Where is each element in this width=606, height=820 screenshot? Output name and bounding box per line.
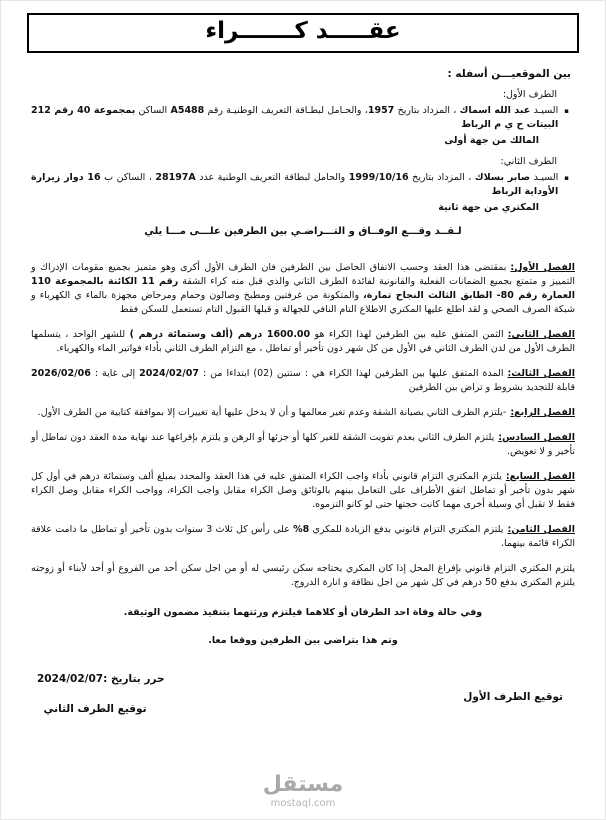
signature-block (37, 672, 563, 716)
signature-col-right (463, 672, 563, 716)
intro-line: بين الموقعيـــن أسفله : (447, 68, 571, 80)
section-4-label: الفصل الرابع: (510, 407, 575, 418)
section-1-text: بمقتضى هذا العقد وحسب الاتفاق الحاصل بين الطرفين فان الطرف الأول أكرى وهو متميز بجميع مقومات الإدراك و التمييز و متمتع بجميع الضمانات الفعلية والقانونية لفائدة الطرف الثاني والذي قبل منه كراء الشقة رقم 11 الكائنة بالمجموعة 110 العمارة رقم 80- الطابق الثالث النجاح تمارة، والمتكونة من غرفتين ومطبخ وصالون وحمام ومرحاض مجهزة بالماء ي الكهرباء و شبكة الصرف الصحي و لقد اطلع عليها المكتري الاطلاع التام النافي للجهالة و قبلها القبول التام تستعمل للسكن فقط (31, 262, 575, 315)
bullet-icon: ▪ (564, 174, 569, 182)
section-7-label: الفصل السابع: (505, 471, 575, 482)
section-6-text: يلتزم الطرف الثاني بعدم تفويت الشقة للغير كلها أو جزئها أو الرهن و يلتزم بإفراغها عند نهاية مدة العقد دون تماطل أو تأخير و لا تعويض. (31, 432, 575, 457)
party2-role: المكتري من جهة ثانية (438, 202, 539, 213)
section-8-text: يلتزم المكتري التزام قانوني بدفع الزيادة للمكري 8% على رأس كل ثلاث 3 سنوات بدون تأخير أو تماطل ما دامت علاقة الكراء قائمة بينهما. (31, 524, 575, 549)
section-8-continued (31, 562, 575, 590)
mostaql-logo: مستقل (262, 772, 344, 797)
section-3-text: المدة المتفق عليها بين الطرفين لهذا الكراء هي : ستتين (02) ابتداءا من : 2024/02/07 إلى غاية : 2026/02/06 قابلة للتجديد بشروط و تراض بين الطرفين (31, 368, 575, 393)
contract-body (1, 53, 605, 716)
section-1 (31, 261, 575, 317)
section-1-label: الفصل الأول: (510, 262, 575, 273)
document-title: عقـــــد كـــــــراء (205, 18, 401, 44)
party2-text: السيـد صابر بسلاك ، المزداد بتاريخ 1999/10/16 والحامل لبطاقة التعريف الوطنية عدد 28197A ، الساكن ب 16 دوار زيرارة الأوداية الرباط (31, 172, 559, 197)
section-3 (31, 367, 575, 395)
section-8 (31, 523, 575, 551)
signature-party1: توقيع الطرف الأول (463, 691, 563, 703)
section-7-text: يلتزم المكتري التزام قانوني بأداء واجب الكراء المتفق عليه في هذا العقد والمحدد بمبلغ ألف وستمائة درهم في أول كل شهر بدون تأخير أو تماطل اتفق الأطراف على التعامل بينهم بالوثائق وصل الكراء مقابل واجب الكراء، وواجب الكراء مقابل وصل الكراء فقط لا تقبل أي وسيلة أخرى مهما كانت حجتها حتى لو كانو التزموه. (31, 471, 575, 510)
date-line: حرر بتاريخ :2024/02/07 (37, 673, 165, 685)
party2-label: الطرف الثاني: (500, 156, 557, 167)
party1-description (31, 104, 569, 132)
section-2-text: الثمن المتفق عليه بين الطرفين لهذا الكراء هو 1600.00 درهم (ألف وستمائة درهم ) للشهر الواحد ، يتسلمها الطرف الأول من لدن الطرف الثاني في الأول من كل شهر دون تأخير أو تماطل ، مع التزام الطرف الثاني بأداء فواتير الماء والكهرباء. (31, 329, 575, 354)
section-6 (31, 431, 575, 459)
section-8-label: الفصل الثامن: (507, 524, 575, 535)
watermark-mostaql (1, 772, 605, 809)
section-2 (31, 328, 575, 356)
party1-text: السيـد عبد الله اسماك ، المزداد بتاريخ 1957، والحـامل لبطـاقة التعريف الوطنيـة رقم A5488 الساكن بمجموعة 40 رقم 212 البيتات ح ي م الرباط (31, 105, 559, 130)
section-6-label: الفصل السادس: (498, 432, 575, 443)
party2-description (31, 171, 569, 199)
section-3-label: الفصل الثالث: (507, 368, 575, 379)
signature-party2: توقيع الطرف الثاني (43, 703, 147, 715)
section-4-text: -يلتزم الطرف الثاني بصيانة الشقة وعدم تغير معالمها و أن لا يدخل عليها أية تغييرات إلا بموافقة كتابية من الطرف الأول. (37, 407, 507, 418)
section-8b-text: يلتزم المكتري التزام قانوني بإفراغ المحل إذا كان المكري يحتاجه سكن رئيسي له أو من اجل سكن أحد من الفروع أو أحد لأبناء أو زوجته يلتزم المكتري بدفع 50 درهم في كل شهر من اجل نظافة و انارة الدروج. (31, 563, 575, 588)
closing-line-1: وفي حالة وفاة احد الطرفان أو كلاهما فيلتزم ورثتهما بتنفيذ مضمون الوثيقة. (123, 607, 483, 618)
section-4 (31, 406, 575, 420)
section-2-label: الفصل الثاني: (507, 329, 576, 340)
mostaql-domain: mostaql.com (270, 798, 336, 809)
agreement-line: لـقــد وقـــع الوفــاق و التـــراضـي بين الطرفين علـــى مـــا يلي (144, 226, 462, 237)
section-7 (31, 470, 575, 512)
closing-line-2: وتم هذا بتراضي بين الطرفين ووقعا معا. (208, 635, 398, 646)
bullet-icon: ▪ (564, 107, 569, 115)
party1-role: المالك من جهة أولى (444, 135, 539, 146)
title-box (27, 13, 579, 53)
signature-col-left (37, 672, 165, 716)
party1-label: الطرف الأول: (502, 89, 557, 100)
